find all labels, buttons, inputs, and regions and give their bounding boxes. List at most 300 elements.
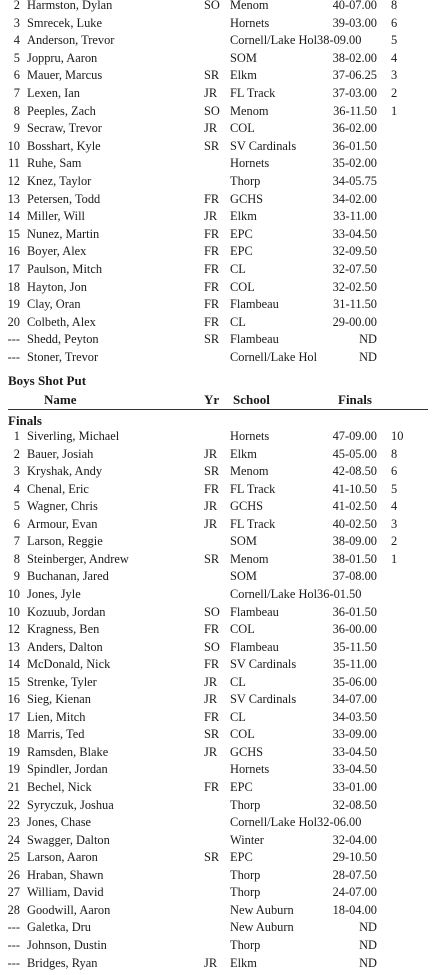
place-cell: 13: [7, 639, 20, 654]
mark-cell: 37-08.00: [332, 569, 377, 584]
school-cell: Cornell/Lake Hol: [230, 350, 318, 364]
points-cell: 2: [391, 534, 398, 549]
school-cell: Menom: [230, 551, 269, 566]
school-cell: FL Track: [230, 516, 276, 531]
points-cell: 2: [391, 86, 398, 100]
result-row: [0, 463, 435, 481]
result-row: [0, 331, 435, 349]
school-cell: Hornets: [230, 15, 270, 30]
place-cell: 22: [7, 797, 20, 812]
result-row: [0, 67, 435, 85]
result-row: [0, 279, 435, 297]
mark-cell: 28-07.50: [332, 867, 377, 882]
year-cell: JR: [204, 86, 218, 100]
result-row: [0, 349, 435, 367]
school-cell: New Auburn: [230, 902, 294, 917]
school-cell: CL: [230, 709, 246, 724]
result-row: [0, 726, 435, 744]
points-cell: 4: [391, 50, 398, 65]
mark-cell: 38-09.00: [332, 534, 377, 549]
year-cell: FR: [204, 244, 220, 259]
year-cell: FR: [204, 780, 220, 794]
mark-cell: 29-00.00: [332, 314, 377, 329]
place-cell: 19: [7, 297, 20, 312]
result-row: [0, 516, 435, 534]
mark-cell: 33-04.50: [332, 744, 377, 759]
place-cell: 15: [7, 226, 20, 241]
year-cell: SR: [204, 68, 220, 83]
place-cell: 8: [13, 551, 20, 566]
result-row: [0, 0, 435, 15]
place-cell: 17: [7, 262, 20, 276]
place-cell: 19: [7, 762, 20, 777]
school-cell: Thorp: [230, 174, 261, 188]
athlete-name: Shedd, Peyton: [27, 332, 99, 347]
mark-cell: 32-02.50: [332, 279, 377, 294]
mark-cell: 36-02.00: [332, 121, 377, 136]
result-row: [0, 674, 435, 692]
mark-cell: 41-02.50: [332, 499, 377, 514]
mark-cell: ND: [359, 955, 377, 970]
school-cell: Elkm: [230, 446, 257, 461]
school-cell: Hornets: [230, 762, 270, 777]
mark-cell: 32-08.50: [332, 797, 377, 812]
mark-cell: 31-11.50: [333, 297, 377, 312]
school-cell: COL: [230, 121, 255, 136]
school-cell: CL: [230, 674, 246, 689]
result-row: [0, 691, 435, 709]
athlete-name: Mauer, Marcus: [27, 68, 103, 83]
year-cell: SR: [204, 464, 220, 479]
mark-cell: 35-11.50: [333, 639, 377, 654]
school-cell: Menom: [230, 0, 269, 12]
result-row: [0, 191, 435, 209]
mark-cell: 33-01.00: [332, 780, 377, 794]
year-cell: SO: [204, 0, 220, 12]
mark-cell: 37-06.25: [332, 68, 377, 83]
result-row: [0, 208, 435, 226]
mark-cell: ND: [359, 937, 377, 952]
result-row: [0, 656, 435, 674]
school-cell: GCHS: [230, 499, 264, 514]
place-cell: 4: [13, 33, 20, 48]
result-row: [0, 155, 435, 173]
place-cell: 15: [7, 674, 20, 689]
athlete-name: Knez, Taylor: [27, 174, 92, 188]
result-row: [0, 481, 435, 499]
school-cell: SV Cardinals: [230, 657, 297, 672]
year-cell: SR: [204, 850, 220, 865]
result-row: [0, 867, 435, 885]
result-row: [0, 138, 435, 156]
points-cell: 5: [391, 33, 398, 48]
athlete-name: Miller, Will: [27, 209, 85, 224]
school-cell: SOM: [230, 50, 257, 65]
school-cell: Menom: [230, 464, 269, 479]
place-cell: 6: [13, 516, 20, 531]
result-row: [0, 50, 435, 68]
year-cell: SR: [204, 138, 220, 153]
result-row: [0, 446, 435, 464]
result-row: [0, 314, 435, 332]
year-cell: JR: [204, 516, 218, 531]
mark-cell: 33-11.00: [333, 209, 377, 224]
place-cell: 23: [7, 815, 20, 830]
athlete-name: Peeples, Zach: [27, 103, 96, 118]
year-cell: FR: [204, 709, 220, 724]
place-cell: 24: [7, 832, 20, 847]
athlete-name: William, David: [27, 885, 104, 900]
school-cell: EPC: [230, 850, 253, 865]
mark-cell: 32-09.50: [332, 244, 377, 259]
result-row: [0, 832, 435, 850]
athlete-name: Nunez, Martin: [27, 226, 100, 241]
year-cell: FR: [204, 226, 220, 241]
year-cell: JR: [204, 446, 218, 461]
school-cell: EPC: [230, 226, 253, 241]
school-cell: Hornets: [230, 156, 270, 171]
result-row: [0, 709, 435, 727]
year-cell: FR: [204, 297, 220, 312]
mark-cell: 34-07.00: [332, 692, 377, 707]
result-row: [0, 551, 435, 569]
place-cell: 14: [7, 209, 20, 224]
year-cell: SR: [204, 332, 220, 347]
year-cell: JR: [204, 121, 218, 136]
athlete-name: Anders, Dalton: [27, 639, 103, 654]
points-cell: 8: [391, 0, 398, 12]
result-row: [0, 761, 435, 779]
points-cell: 3: [391, 516, 398, 531]
mark-cell: 34-02.00: [332, 191, 377, 206]
result-row: [0, 902, 435, 920]
mark-cell: 41-10.50: [332, 481, 377, 496]
points-cell: 3: [391, 68, 398, 83]
mark-cell: 40-02.50: [332, 516, 377, 531]
mark-cell: 38-02.00: [332, 50, 377, 65]
place-cell: 8: [13, 103, 20, 118]
school-cell: Flambeau: [230, 639, 279, 654]
mark-cell: 33-04.50: [332, 226, 377, 241]
result-row: [0, 32, 435, 50]
school-cell: CL: [230, 314, 246, 329]
athlete-name: Goodwill, Aaron: [27, 902, 111, 917]
athlete-name: Anderson, Trevor: [27, 33, 115, 48]
year-cell: FR: [204, 262, 220, 276]
place-cell: 4: [13, 481, 20, 496]
place-cell: ---: [7, 920, 20, 935]
result-row: [0, 937, 435, 955]
result-row: [0, 85, 435, 103]
athlete-name: Galetka, Dru: [27, 920, 91, 935]
athlete-name: Lexen, Ian: [27, 86, 80, 100]
school-cell: CL: [230, 262, 246, 276]
place-cell: 7: [13, 86, 20, 100]
school-cell: SOM: [230, 534, 257, 549]
athlete-name: Jones, Chase: [27, 815, 92, 830]
school-cell: Flambeau: [230, 604, 279, 619]
athlete-name: McDonald, Nick: [27, 657, 111, 672]
place-cell: 9: [13, 569, 20, 584]
result-row: [0, 744, 435, 762]
header-yr: Yr: [204, 392, 220, 407]
school-cell: SV Cardinals: [230, 138, 297, 153]
result-row: [0, 568, 435, 586]
athlete-name: Marris, Ted: [27, 727, 85, 742]
finals-label: Finals: [8, 413, 42, 428]
place-cell: 2: [13, 0, 20, 12]
place-cell: 28: [7, 902, 20, 917]
year-cell: JR: [204, 674, 218, 689]
place-cell: 18: [7, 279, 20, 294]
year-cell: JR: [204, 209, 218, 224]
place-cell: 11: [8, 156, 20, 171]
school-cell: Cornell/Lake Hol32-06.00: [230, 815, 362, 830]
mark-cell: 37-03.00: [332, 86, 377, 100]
mark-cell: 38-01.50: [332, 551, 377, 566]
athlete-name: Hraban, Shawn: [27, 867, 104, 882]
header-name: Name: [44, 392, 77, 407]
school-cell: Menom: [230, 103, 269, 118]
year-cell: SO: [204, 604, 220, 619]
year-cell: FR: [204, 314, 220, 329]
mark-cell: 40-07.00: [332, 0, 377, 12]
place-cell: ---: [7, 332, 20, 347]
athlete-name: Siverling, Michael: [27, 429, 120, 443]
result-row: [0, 919, 435, 937]
place-cell: 10: [7, 604, 20, 619]
points-cell: 4: [391, 499, 398, 514]
year-cell: SO: [204, 639, 220, 654]
athlete-name: Ramsden, Blake: [27, 744, 109, 759]
mark-cell: 35-02.00: [332, 156, 377, 171]
mark-cell: 34-03.50: [332, 709, 377, 724]
result-row: [0, 226, 435, 244]
athlete-name: Secraw, Trevor: [27, 121, 102, 136]
mark-cell: 18-04.00: [332, 902, 377, 917]
athlete-name: Buchanan, Jared: [27, 569, 109, 584]
result-row: [0, 779, 435, 797]
place-cell: 14: [7, 657, 20, 672]
athlete-name: Jones, Jyle: [27, 586, 81, 601]
place-cell: 3: [13, 15, 20, 30]
result-row: [0, 814, 435, 832]
result-row: [0, 103, 435, 121]
athlete-name: Petersen, Todd: [27, 191, 101, 206]
points-cell: 6: [391, 15, 398, 30]
athlete-name: Stoner, Trevor: [27, 350, 99, 364]
year-cell: FR: [204, 622, 220, 637]
school-cell: SOM: [230, 569, 257, 584]
result-row: [0, 604, 435, 622]
place-cell: 7: [13, 534, 20, 549]
year-cell: JR: [204, 692, 218, 707]
athlete-name: Johnson, Dustin: [27, 937, 107, 952]
mark-cell: 24-07.00: [332, 885, 377, 900]
place-cell: 9: [13, 121, 20, 136]
athlete-name: Chenal, Eric: [27, 481, 89, 496]
place-cell: 13: [7, 191, 20, 206]
place-cell: 21: [7, 780, 20, 794]
result-row: [0, 15, 435, 33]
school-cell: Thorp: [230, 937, 261, 952]
points-cell: 10: [391, 429, 404, 443]
header-school: School: [233, 392, 270, 407]
mark-cell: 32-04.00: [332, 832, 377, 847]
school-cell: Cornell/Lake Hol38-09.00: [230, 33, 362, 48]
mark-cell: ND: [359, 920, 377, 935]
mark-cell: 33-09.00: [332, 727, 377, 742]
result-row: [0, 533, 435, 551]
athlete-name: Clay, Oran: [27, 297, 81, 312]
year-cell: SR: [204, 551, 220, 566]
result-row: [0, 428, 435, 446]
place-cell: ---: [7, 937, 20, 952]
school-cell: GCHS: [230, 191, 264, 206]
mark-cell: 36-00.00: [332, 622, 377, 637]
mark-cell: 36-01.50: [332, 138, 377, 153]
place-cell: 25: [7, 850, 20, 865]
mark-cell: 36-01.50: [332, 604, 377, 619]
event-title: Boys Shot Put: [8, 373, 87, 388]
year-cell: FR: [204, 191, 220, 206]
place-cell: 10: [7, 586, 20, 601]
athlete-name: Lien, Mitch: [27, 709, 86, 724]
year-cell: FR: [204, 657, 220, 672]
year-cell: JR: [204, 744, 218, 759]
athlete-name: Strenke, Tyler: [27, 674, 97, 689]
school-cell: FL Track: [230, 481, 276, 496]
place-cell: 19: [7, 744, 20, 759]
points-cell: 1: [391, 103, 398, 118]
athlete-name: Bauer, Josiah: [27, 446, 94, 461]
points-cell: 8: [391, 446, 398, 461]
athlete-name: Colbeth, Alex: [27, 314, 96, 329]
place-cell: 5: [13, 50, 20, 65]
points-cell: 6: [391, 464, 398, 479]
school-cell: Thorp: [230, 885, 261, 900]
result-row: [0, 120, 435, 138]
result-row: [0, 498, 435, 516]
athlete-name: Swagger, Dalton: [27, 832, 110, 847]
mark-cell: ND: [359, 332, 377, 347]
result-row: [0, 621, 435, 639]
place-cell: ---: [7, 955, 20, 970]
result-row: [0, 586, 435, 604]
place-cell: 2: [13, 446, 20, 461]
athlete-name: Sieg, Kienan: [27, 692, 92, 707]
mark-cell: 33-04.50: [332, 762, 377, 777]
place-cell: 6: [13, 68, 20, 83]
athlete-name: Paulson, Mitch: [27, 262, 103, 276]
result-row: [0, 639, 435, 657]
mark-cell: 42-08.50: [332, 464, 377, 479]
place-cell: 20: [7, 314, 20, 329]
athlete-name: Steinberger, Andrew: [27, 551, 129, 566]
athlete-name: Syryczuk, Joshua: [27, 797, 114, 812]
school-cell: COL: [230, 622, 255, 637]
year-cell: FR: [204, 481, 220, 496]
mark-cell: 35-11.00: [333, 657, 377, 672]
school-cell: Thorp: [230, 867, 261, 882]
result-row: [0, 955, 435, 973]
school-cell: Winter: [230, 832, 264, 847]
school-cell: COL: [230, 727, 255, 742]
result-row: [0, 849, 435, 867]
place-cell: 16: [7, 692, 20, 707]
athlete-name: Wagner, Chris: [27, 499, 98, 514]
place-cell: 12: [7, 174, 20, 188]
result-row: [0, 797, 435, 815]
mark-cell: 32-07.50: [332, 262, 377, 276]
points-cell: 5: [391, 481, 398, 496]
header-divider: [8, 409, 428, 410]
athlete-name: Kozuub, Jordan: [27, 604, 106, 619]
year-cell: JR: [204, 955, 218, 970]
mark-cell: 35-06.00: [332, 674, 377, 689]
mark-cell: 36-11.50: [333, 103, 377, 118]
athlete-name: Smrecek, Luke: [27, 15, 103, 30]
mark-cell: ND: [359, 350, 377, 364]
athlete-name: Harmston, Dylan: [27, 0, 113, 12]
school-cell: Cornell/Lake Hol36-01.50: [230, 586, 362, 601]
athlete-name: Joppru, Aaron: [27, 50, 98, 65]
place-cell: 27: [7, 885, 20, 900]
result-row: [0, 173, 435, 191]
result-row: [0, 261, 435, 279]
school-cell: EPC: [230, 244, 253, 259]
mark-cell: 45-05.00: [332, 446, 377, 461]
result-row: [0, 884, 435, 902]
mark-cell: 34-05.75: [332, 174, 377, 188]
school-cell: COL: [230, 279, 255, 294]
school-cell: Hornets: [230, 429, 270, 443]
place-cell: ---: [7, 350, 20, 364]
points-cell: 1: [391, 551, 398, 566]
school-cell: Elkm: [230, 955, 257, 970]
school-cell: EPC: [230, 780, 253, 794]
school-cell: GCHS: [230, 744, 264, 759]
school-cell: Flambeau: [230, 332, 279, 347]
year-cell: SO: [204, 103, 220, 118]
place-cell: 18: [7, 727, 20, 742]
header-finals: Finals: [338, 392, 372, 407]
year-cell: SR: [204, 727, 220, 742]
athlete-name: Bridges, Ryan: [27, 955, 98, 970]
athlete-name: Ruhe, Sam: [27, 156, 82, 171]
mark-cell: 47-09.00: [332, 429, 377, 443]
result-row: [0, 296, 435, 314]
athlete-name: Armour, Evan: [27, 516, 98, 531]
place-cell: 16: [7, 244, 20, 259]
year-cell: FR: [204, 279, 220, 294]
athlete-name: Spindler, Jordan: [27, 762, 108, 777]
mark-cell: 39-03.00: [332, 15, 377, 30]
athlete-name: Kryshak, Andy: [27, 464, 103, 479]
athlete-name: Hayton, Jon: [27, 279, 87, 294]
school-cell: Flambeau: [230, 297, 279, 312]
school-cell: FL Track: [230, 86, 276, 100]
athlete-name: Larson, Reggie: [27, 534, 103, 549]
athlete-name: Larson, Aaron: [27, 850, 98, 865]
school-cell: New Auburn: [230, 920, 294, 935]
place-cell: 12: [7, 622, 20, 637]
place-cell: 26: [7, 867, 20, 882]
year-cell: JR: [204, 499, 218, 514]
school-cell: Thorp: [230, 797, 261, 812]
school-cell: Elkm: [230, 68, 257, 83]
place-cell: 5: [13, 499, 20, 514]
